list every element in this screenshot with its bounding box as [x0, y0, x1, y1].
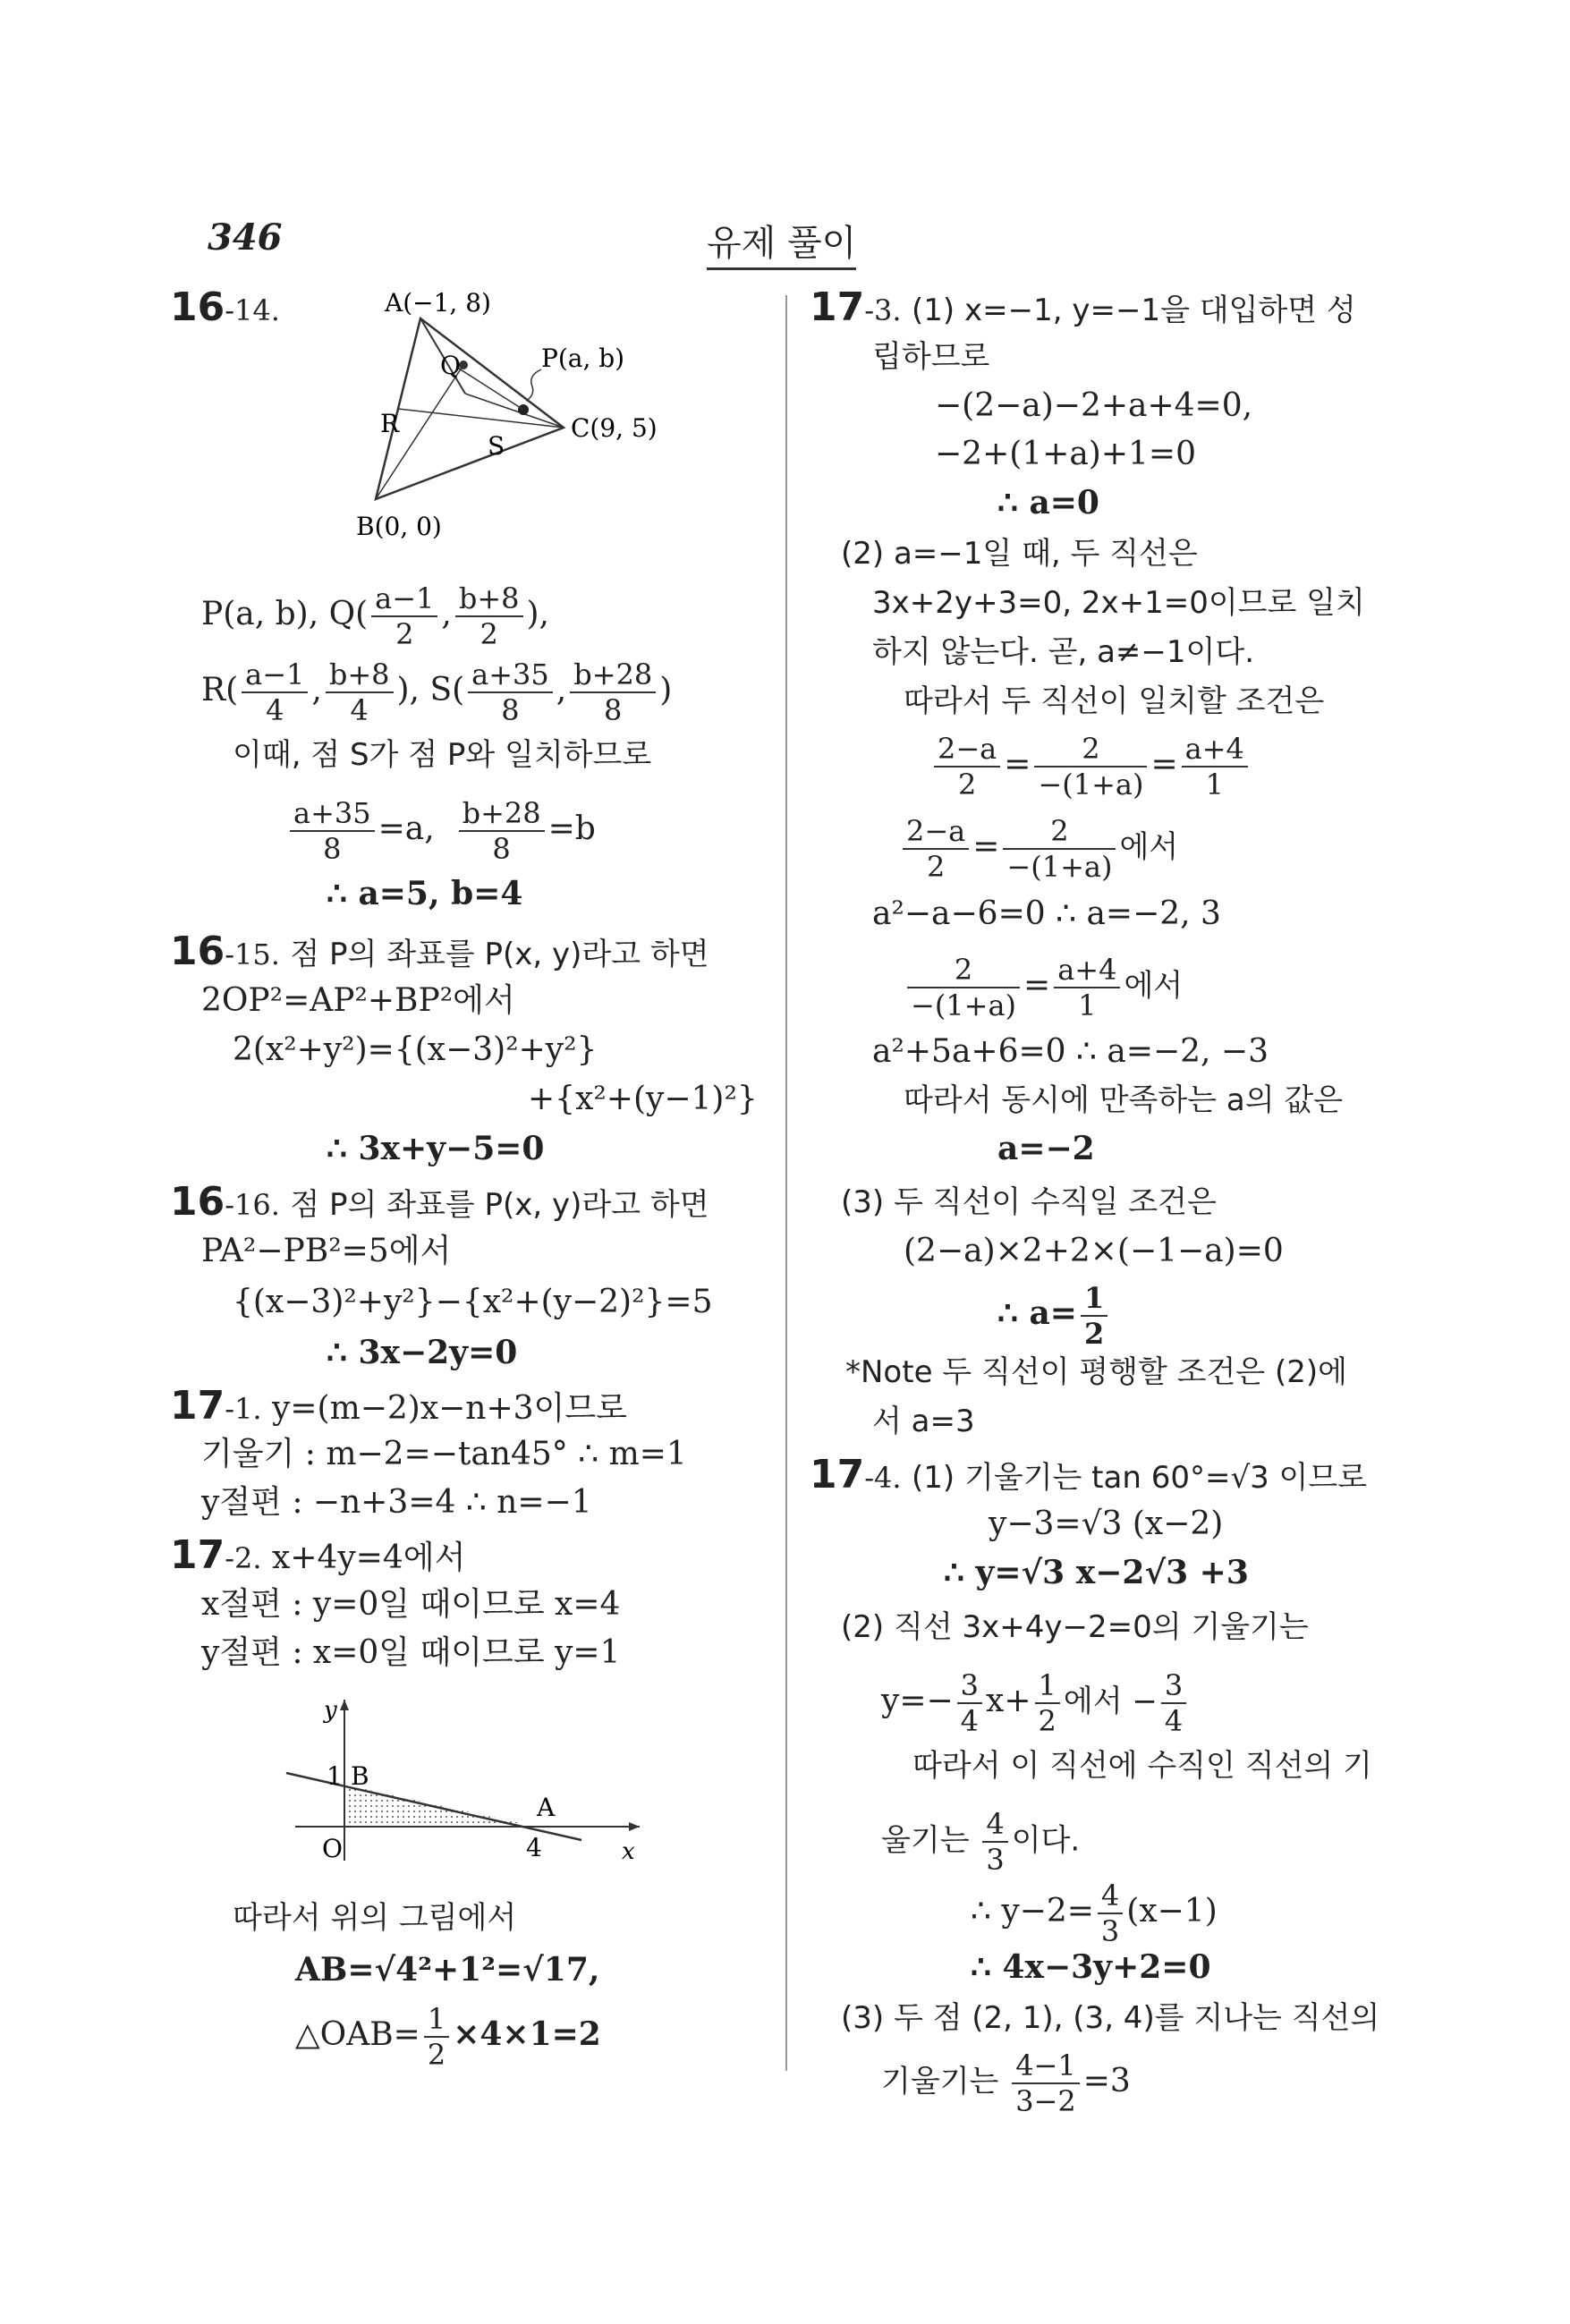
- origin-label: O: [322, 1834, 343, 1863]
- problem-number: 17: [170, 1532, 225, 1578]
- fraction: $\frac{b+8}{2}$: [455, 581, 523, 651]
- problem-number: 17: [810, 284, 865, 330]
- fraction: $\frac{b+28}{8}$: [570, 657, 656, 727]
- fraction: $\frac{1}{2}$: [1081, 1281, 1107, 1351]
- text: R(: [201, 672, 239, 708]
- problem-number: 16: [170, 1179, 225, 1225]
- point-B-label: B: [351, 1761, 369, 1791]
- text: y−3=√3 (x−2): [989, 1506, 1224, 1542]
- fraction: $\frac{2}{-(1+a)}$: [907, 953, 1020, 1022]
- text: 하지 않는다. 곧, a≠−1이다.: [872, 634, 1255, 670]
- fraction: $\frac{a+4}{1}$: [1054, 953, 1120, 1022]
- fraction: $\frac{a+35}{8}$: [468, 657, 553, 727]
- text: x절편 : y=0일 때이므로 x=4: [201, 1586, 621, 1623]
- text: ∴ a=: [997, 1294, 1077, 1332]
- page-title: 유제 풀이: [707, 215, 856, 270]
- problem-number: 16: [170, 929, 225, 974]
- axis-x-label: x: [622, 1838, 635, 1865]
- fraction: $\frac{1}{2}$: [1035, 1668, 1060, 1738]
- page-number: 346: [208, 216, 283, 259]
- answer: a=−2: [997, 1130, 1095, 1167]
- text: +{x²+(y−1)²}: [528, 1081, 758, 1117]
- answer: ∴ 3x+y−5=0: [327, 1130, 545, 1167]
- text: 2OP²=AP²+BP²에서: [201, 982, 515, 1019]
- fraction: $\frac{2}{-(1+a)}$: [1003, 814, 1116, 884]
- note: 서 a=3: [872, 1404, 975, 1439]
- fraction: $\frac{a-1}{2}$: [371, 581, 437, 651]
- fraction: $\frac{3}{4}$: [957, 1668, 982, 1738]
- text: P(a, b), Q(: [201, 596, 369, 632]
- fraction: $\frac{2-a}{2}$: [903, 814, 969, 884]
- text: 3x+2y+3=0, 2x+1=0이므로 일치: [872, 585, 1365, 621]
- label-S: S: [488, 431, 505, 461]
- text: 따라서 두 직선이 일치할 조건은: [904, 683, 1325, 719]
- fraction: $\frac{4-1}{3-2}$: [1012, 2048, 1080, 2118]
- text: −(2−a)−2+a+4=0,: [935, 387, 1253, 424]
- answer: ∴ y=√3 x−2√3 +3: [944, 1554, 1249, 1591]
- fraction: $\frac{4}{3}$: [1098, 1879, 1123, 1948]
- label-R: R: [380, 409, 400, 438]
- text: 따라서 위의 그림에서: [233, 1900, 517, 1936]
- fraction: $\frac{3}{4}$: [1161, 1668, 1186, 1738]
- triangle-figure: [322, 277, 751, 555]
- fraction: $\frac{2}{-(1+a)}$: [1034, 732, 1147, 802]
- text: 따라서 동시에 만족하는 a의 값은: [904, 1082, 1344, 1118]
- text: AB=√4²+1²=√17,: [295, 1951, 600, 1989]
- text: a²−a−6=0 ∴ a=−2, 3: [872, 895, 1221, 932]
- fraction: $\frac{b+28}{8}$: [459, 796, 545, 866]
- text: 따라서 이 직선에 수직인 직선의 기: [912, 1748, 1372, 1784]
- fraction: $\frac{2-a}{2}$: [934, 732, 1000, 802]
- text: 기울기 : m−2=−tan45° ∴ m=1: [201, 1436, 687, 1472]
- text: 이때, 점 S가 점 P와 일치하므로: [233, 737, 652, 773]
- line-graph-figure: [277, 1691, 653, 1870]
- tick-4-label: 4: [526, 1833, 542, 1862]
- label-P: P(a, b): [541, 344, 625, 373]
- answer: ∴ a=5, b=4: [327, 875, 523, 912]
- text: 2(x²+y²)={(x−3)²+y²}: [233, 1031, 598, 1068]
- fraction: $\frac{a+35}{8}$: [290, 796, 375, 866]
- text: (2−a)×2+2×(−1−a)=0: [904, 1233, 1284, 1269]
- answer: ∴ 3x−2y=0: [327, 1334, 518, 1371]
- text: {(x−3)²+y²}−{x²+(y−2)²}=5: [233, 1284, 713, 1320]
- text: a²+5a+6=0 ∴ a=−2, −3: [872, 1033, 1269, 1070]
- column-divider: [785, 295, 787, 2071]
- note: *Note 두 직선이 평행할 조건은 (2)에: [845, 1354, 1347, 1390]
- text: y절편 : x=0일 때이므로 y=1: [201, 1634, 621, 1671]
- problem-number: 16: [170, 284, 225, 330]
- label-Q: Q: [440, 351, 461, 380]
- tick-1-label: 1: [327, 1761, 343, 1791]
- label-C: C(9, 5): [571, 413, 658, 443]
- text: −2+(1+a)+1=0: [935, 436, 1196, 472]
- text: △OAB=: [295, 2016, 420, 2053]
- axis-y-label: y: [324, 1697, 337, 1724]
- text: 립하므로: [872, 339, 990, 375]
- point-A-label: A: [537, 1793, 556, 1822]
- answer: ∴ a=0: [997, 484, 1099, 522]
- text: (2) 직선 3x+4y−2=0의 기울기는: [841, 1609, 1309, 1645]
- text: (3) 두 점 (2, 1), (3, 4)를 지나는 직선의: [841, 2000, 1380, 2036]
- fraction: $\frac{a+4}{1}$: [1182, 732, 1248, 802]
- fraction: $\frac{4}{3}$: [982, 1807, 1007, 1877]
- label-A: A(−1, 8): [385, 288, 491, 318]
- fraction: $\frac{1}{2}$: [424, 2002, 449, 2072]
- problem-number: 17: [810, 1452, 865, 1497]
- text: PA²−PB²=5에서: [201, 1233, 452, 1269]
- label-B: B(0, 0): [356, 512, 442, 541]
- problem-number: 17: [170, 1383, 225, 1429]
- answer: ∴ 4x−3y+2=0: [971, 1948, 1211, 1986]
- problem-subnumber: -14.: [225, 293, 280, 327]
- text: (2) a=−1일 때, 두 직선은: [841, 536, 1198, 572]
- text: y절편 : −n+3=4 ∴ n=−1: [201, 1484, 592, 1521]
- fraction: $\frac{a-1}{4}$: [242, 657, 308, 727]
- fraction: $\frac{b+8}{4}$: [326, 657, 394, 727]
- text: (3) 두 직선이 수직일 조건은: [841, 1184, 1217, 1220]
